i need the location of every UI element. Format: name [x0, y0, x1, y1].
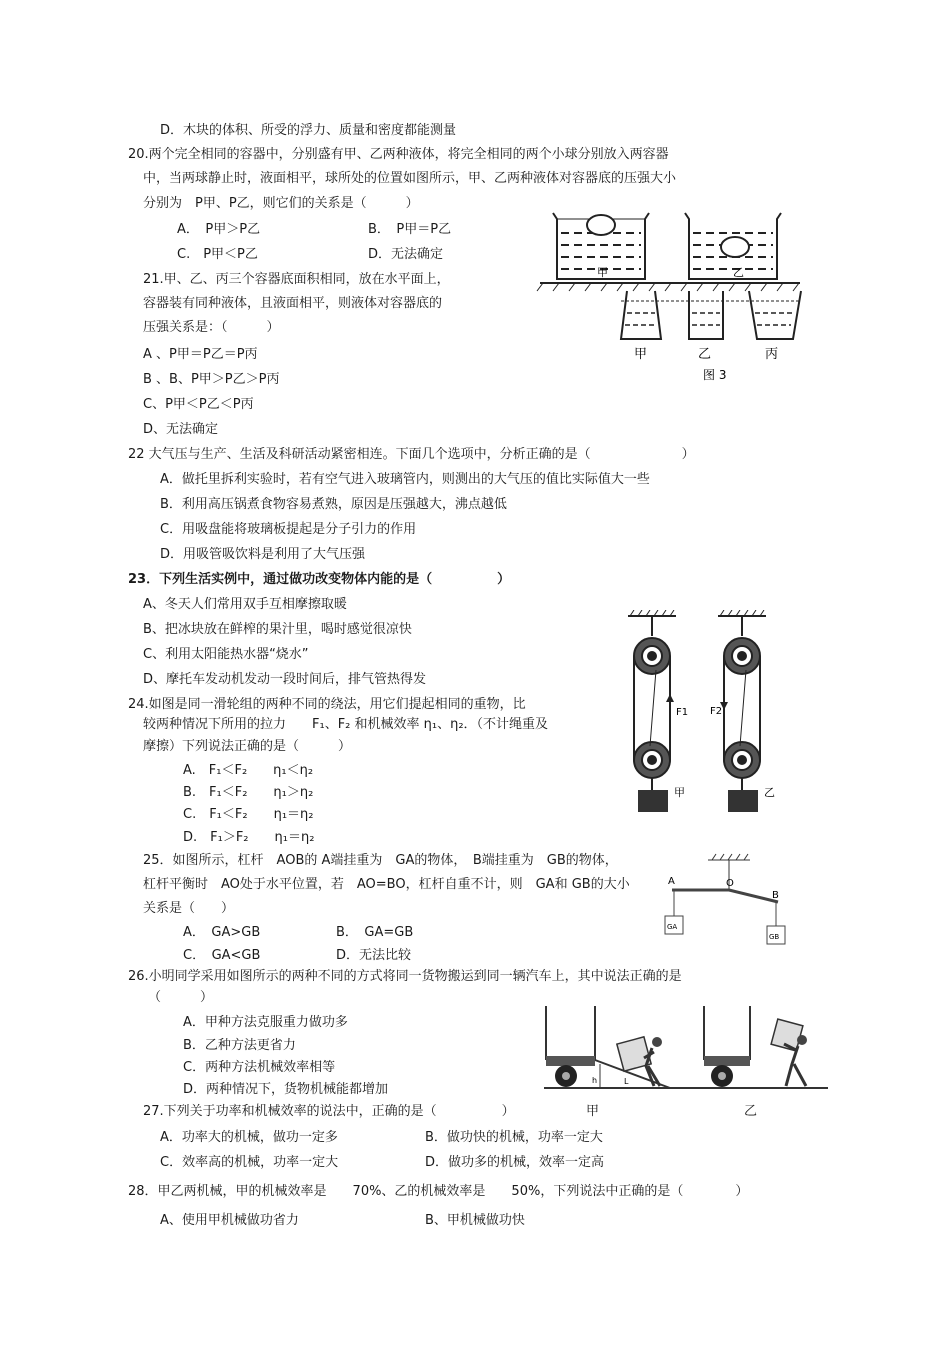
- truck-label-jia: 甲: [586, 1104, 600, 1119]
- force-f2-label: F2: [710, 706, 723, 717]
- q27-option-b: B．做功快的机械，功率一定大: [425, 1130, 603, 1145]
- ball-yi: [721, 237, 749, 257]
- container-bing: [749, 291, 801, 339]
- q28-option-a: A、使用甲机械做功省力: [160, 1213, 299, 1228]
- weight-gb-label: GB: [769, 933, 780, 941]
- pulley-system-figure: [620, 610, 790, 815]
- q24-option-a: A. F₁＜F₂ η₁＜η₂: [183, 763, 314, 778]
- q26-option-c: C．两种方法机械效率相等: [183, 1060, 336, 1075]
- q21-stem-line2: 容器装有同种液体，且液面相平，则液体对容器底的: [143, 296, 443, 311]
- q27-option-c: C．效率高的机械，功率一定大: [160, 1155, 339, 1170]
- q21-option-a: A 、P甲＝P乙＝P丙: [143, 347, 258, 362]
- q23-option-b: B、把冰块放在鲜榨的果汁里，喝时感觉很凉快: [143, 622, 412, 637]
- container-label-jia: 甲: [634, 347, 648, 362]
- q23-stem: 23．下列生活实例中，通过做功改变物体内能的是（ ）: [128, 572, 511, 587]
- q27-stem: 27.下列关于功率和机械效率的说法中，正确的是（ ）: [143, 1104, 515, 1119]
- q24-option-d: D. F₁＞F₂ η₁＝η₂: [183, 830, 315, 845]
- container-yi: [689, 291, 723, 339]
- lever-point-o: O: [726, 878, 734, 889]
- q20-option-d: D．无法确定: [368, 247, 444, 262]
- q26-option-a: A．甲种方法克服重力做功多: [183, 1015, 348, 1030]
- q26-option-d: D．两种情况下，货物机械能都增加: [183, 1082, 389, 1097]
- q21-stem-line1: 21.甲、乙、丙三个容器底面积相同，放在水平面上，: [143, 272, 450, 287]
- q23-option-a: A、冬天人们常用双手互相摩擦取暖: [143, 597, 347, 612]
- q27-option-d: D．做功多的机械，效率一定高: [425, 1155, 605, 1170]
- pulley-label-yi: 乙: [764, 786, 775, 799]
- q25-option-a: A． GA>GB: [183, 925, 261, 940]
- load-jia: [638, 790, 668, 812]
- q20-stem-line1: 20.两个完全相同的容器中，分别盛有甲、乙两种液体，将完全相同的两个小球分别放入两容器: [128, 147, 669, 162]
- q20-option-c: C. P甲＜P乙: [177, 247, 258, 262]
- q22-option-b: B．利用高压锅煮食物容易煮熟，原因是压强越大，沸点越低: [160, 497, 507, 512]
- container-label-yi: 乙: [698, 347, 712, 362]
- truck-loading-figure: [540, 1000, 830, 1120]
- q25-stem-line3: 关系是（ ）: [143, 901, 235, 916]
- q28-stem: 28．甲乙两机械，甲的机械效率是 70%、乙的机械效率是 50%，下列说法中正确的是（ ）: [128, 1184, 749, 1199]
- container-label-bing: 丙: [765, 347, 779, 362]
- q24-stem-line3: 摩擦）下列说法正确的是（ ）: [143, 739, 352, 754]
- beaker-label-yi: 乙: [733, 266, 744, 279]
- q22-option-d: D．用吸管吸饮料是利用了大气压强: [160, 547, 366, 562]
- q23-option-d: D、摩托车发动机发动一段时间后，排气管热得发: [143, 672, 427, 687]
- q20-option-b: B． P甲＝P乙: [368, 222, 452, 237]
- figure-caption: 图 3: [703, 368, 727, 382]
- q21-option-b: B 、B、P甲＞P乙＞P丙: [143, 372, 280, 387]
- q25-option-d: D．无法比较: [336, 948, 412, 963]
- lever-figure: [650, 850, 800, 950]
- ramp-length-label: L: [624, 1077, 629, 1086]
- q20-stem-line3: 分别为 P甲、P乙，则它们的关系是（ ）: [143, 196, 419, 211]
- q24-stem-line1: 24.如图是同一滑轮组的两种不同的绕法，用它们提起相同的重物，比: [128, 697, 526, 712]
- q21-option-c: C、P甲＜P乙＜P丙: [143, 397, 254, 412]
- lever-point-b: B: [772, 890, 779, 901]
- q20-option-a: A． P甲＞P乙: [177, 222, 261, 237]
- force-f1-label: F1: [676, 707, 689, 718]
- q24-option-b: B. F₁＜F₂ η₁＞η₂: [183, 785, 314, 800]
- q25-option-c: C． GA<GB: [183, 948, 261, 963]
- q26-option-b: B．乙种方法更省力: [183, 1038, 296, 1053]
- q25-option-b: B． GA=GB: [336, 925, 414, 940]
- container-jia: [621, 291, 661, 339]
- q26-stem-line2: （ ）: [148, 990, 214, 1005]
- q27-option-a: A．功率大的机械，做功一定多: [160, 1130, 338, 1145]
- q21-option-d: D、无法确定: [143, 422, 219, 437]
- ramp-height-label: h: [592, 1076, 598, 1085]
- weight-ga-label: GA: [667, 923, 678, 931]
- q25-stem-line1: 25．如图所示，杠杆 AOB的 A端挂重为 GA的物体， B端挂重为 GB的物体，: [143, 853, 618, 868]
- q20-stem-line2: 中，当两球静止时，液面相平，球所处的位置如图所示，甲、乙两种液体对容器底的压强大小: [143, 171, 677, 186]
- q25-stem-line2: 杠杆平衡时 AO处于水平位置，若 AO=BO，杠杆自重不计，则 GA和 GB的大小: [143, 877, 630, 892]
- ball-jia: [587, 215, 615, 235]
- lever-point-a: A: [668, 876, 675, 887]
- q23-option-c: C、利用太阳能热水器“烧水”: [143, 647, 309, 662]
- beaker-label-jia: 甲: [597, 266, 608, 279]
- q19-option-d: D．木块的体积、所受的浮力、质量和密度都能测量: [160, 123, 457, 138]
- q24-stem-line2: 较两种情况下所用的拉力 F₁、F₂ 和机械效率 η₁、η₂．（不计绳重及: [143, 717, 549, 732]
- truck-label-yi: 乙: [744, 1104, 758, 1119]
- beakers-and-containers-figure: [535, 205, 805, 385]
- q22-option-a: A．做托里拆利实验时，若有空气进入玻璃管内，则测出的大气压的值比实际值大一些: [160, 472, 650, 487]
- pulley-label-jia: 甲: [674, 786, 685, 799]
- q26-stem-line1: 26.小明同学采用如图所示的两种不同的方式将同一货物搬运到同一辆汽车上，其中说法正确的是: [128, 969, 682, 984]
- q24-option-c: C. F₁＜F₂ η₁＝η₂: [183, 807, 314, 822]
- q22-stem: 22 大气压与生产、生活及科研活动紧密相连。下面几个选项中，分析正确的是（ ）: [128, 447, 695, 462]
- q21-stem-line3: 压强关系是：（ ）: [143, 320, 280, 335]
- q28-option-b: B、甲机械做功快: [425, 1213, 525, 1228]
- q22-option-c: C．用吸盘能将玻璃板提起是分子引力的作用: [160, 522, 417, 537]
- load-yi: [728, 790, 758, 812]
